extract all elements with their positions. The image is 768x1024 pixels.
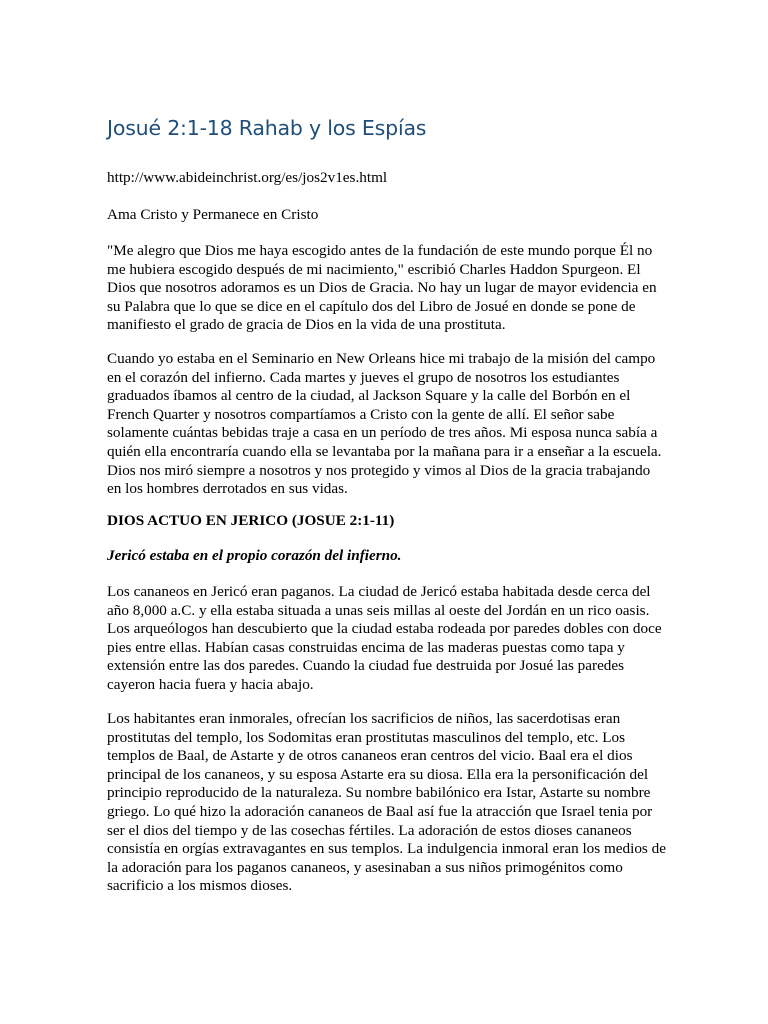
text-line: solamente cuántas bebidas traje a casa en un período de tres años. Mi esposa nunca sabía a bbox=[107, 424, 658, 442]
paragraph-intro bbox=[107, 242, 663, 335]
text-line: Cuando yo estaba en el Seminario en New Orleans hice mi trabajo de la misión del campo bbox=[107, 350, 656, 367]
text-line: ser el dios del tiempo y de las cosechas fértiles. La adoración de estos dioses cananeos bbox=[107, 821, 632, 839]
paragraph-seminary bbox=[107, 350, 663, 499]
text-line: "Me alegro que Dios me haya escogido antes de la fundación de este mundo porque Él no bbox=[107, 242, 653, 259]
text-line: manifiesto el grado de gracia de Dios en la vida de una prostituta. bbox=[107, 316, 506, 334]
text-line: Dios que nosotros adoramos es un Dios de Gracia. No hay un lugar de mayor evidencia en bbox=[107, 279, 657, 297]
text-line: Los habitantes eran inmorales, ofrecían los sacrificios de niños, las sacerdotisas eran bbox=[107, 710, 621, 727]
text-line: prostitutas del templo, los Sodomitas eran prostitutas masculinos del templo, etc. Los bbox=[107, 728, 625, 746]
text-line: año 8,000 a.C. y ella estaba situada a unas seis millas al oeste del Jordán en un rico oasis. bbox=[107, 601, 650, 619]
section-heading: DIOS ACTUO EN JERICO (JOSUE 2:1-11) bbox=[107, 512, 395, 529]
text-line: cayeron hacia fuera y hacia abajo. bbox=[107, 675, 314, 693]
text-line: extensión entre las dos paredes. Cuando la ciudad fue destruida por Josué las paredes bbox=[107, 657, 625, 675]
text-line: Los arqueólogos han descubierto que la ciudad estaba rodeada por paredes dobles con doce bbox=[107, 620, 662, 638]
tagline: Ama Cristo y Permanece en Cristo bbox=[107, 206, 319, 223]
text-line: quién ella encontraría cuando ella se levantaba por la mañana para ir a enseñar a la escuela. bbox=[107, 442, 662, 460]
text-line: Los cananeos en Jericó eran paganos. La ciudad de Jericó estaba habitada desde cerca del bbox=[107, 583, 651, 600]
text-line: French Quarter y nosotros compartíamos a Cristo con la gente de allí. El señor sabe bbox=[107, 405, 615, 423]
text-line: me hubiera escogido después de mi nacimiento," escribió Charles Haddon Spurgeon. El bbox=[107, 260, 641, 278]
text-line: pies entre ellas. Habían casas construidas encima de las maderas puestas como tapa y bbox=[107, 638, 625, 656]
text-line: su Palabra que lo que se dice en el capítulo dos del Libro de Josué en donde se pone de bbox=[107, 297, 636, 315]
text-line: principal de los cananeos, y su esposa Astarte era su diosa. Ella era la personificación del bbox=[107, 765, 649, 783]
text-line: templos de Baal, de Astarte y de otros cananeos eran centros del vicio. Baal era el dios bbox=[107, 747, 633, 765]
document-title: Josué 2:1-18 Rahab y los Espías bbox=[107, 116, 427, 140]
section-subheading: Jericó estaba en el propio corazón del infierno. bbox=[107, 547, 402, 564]
text-line: principio reproducido de la naturaleza. Su nombre babilónico era Istar, Astarte su nombre bbox=[107, 784, 651, 802]
source-url: http://www.abideinchrist.org/es/jos2v1es.html bbox=[107, 169, 388, 186]
text-line: sacrificio a los mismos dioses. bbox=[107, 877, 293, 895]
text-line: en el corazón del infierno. Cada martes y jueves el grupo de nosotros los estudiantes bbox=[107, 368, 620, 386]
paragraph-habitantes bbox=[107, 710, 666, 896]
text-line: consistía en orgías extravagantes en sus templos. La indulgencia inmoral eran los medios de bbox=[107, 840, 666, 858]
text-line: en los hombres derrotados en sus vidas. bbox=[107, 480, 348, 498]
text-line: griego. Lo qué hizo la adoración cananeos de Baal así fue la atracción que Israel tenia por bbox=[107, 802, 653, 820]
text-line: graduados íbamos al centro de la ciudad, al Jackson Square y la calle del Borbón en el bbox=[107, 387, 631, 405]
text-line: la adoración para los paganos cananeos, y asesinaban a sus niños primogénitos como bbox=[107, 858, 623, 876]
text-line: Dios nos miró siempre a nosotros y nos protegido y vimos al Dios de la gracia trabajando bbox=[107, 461, 651, 479]
paragraph-cananeos bbox=[107, 583, 663, 695]
